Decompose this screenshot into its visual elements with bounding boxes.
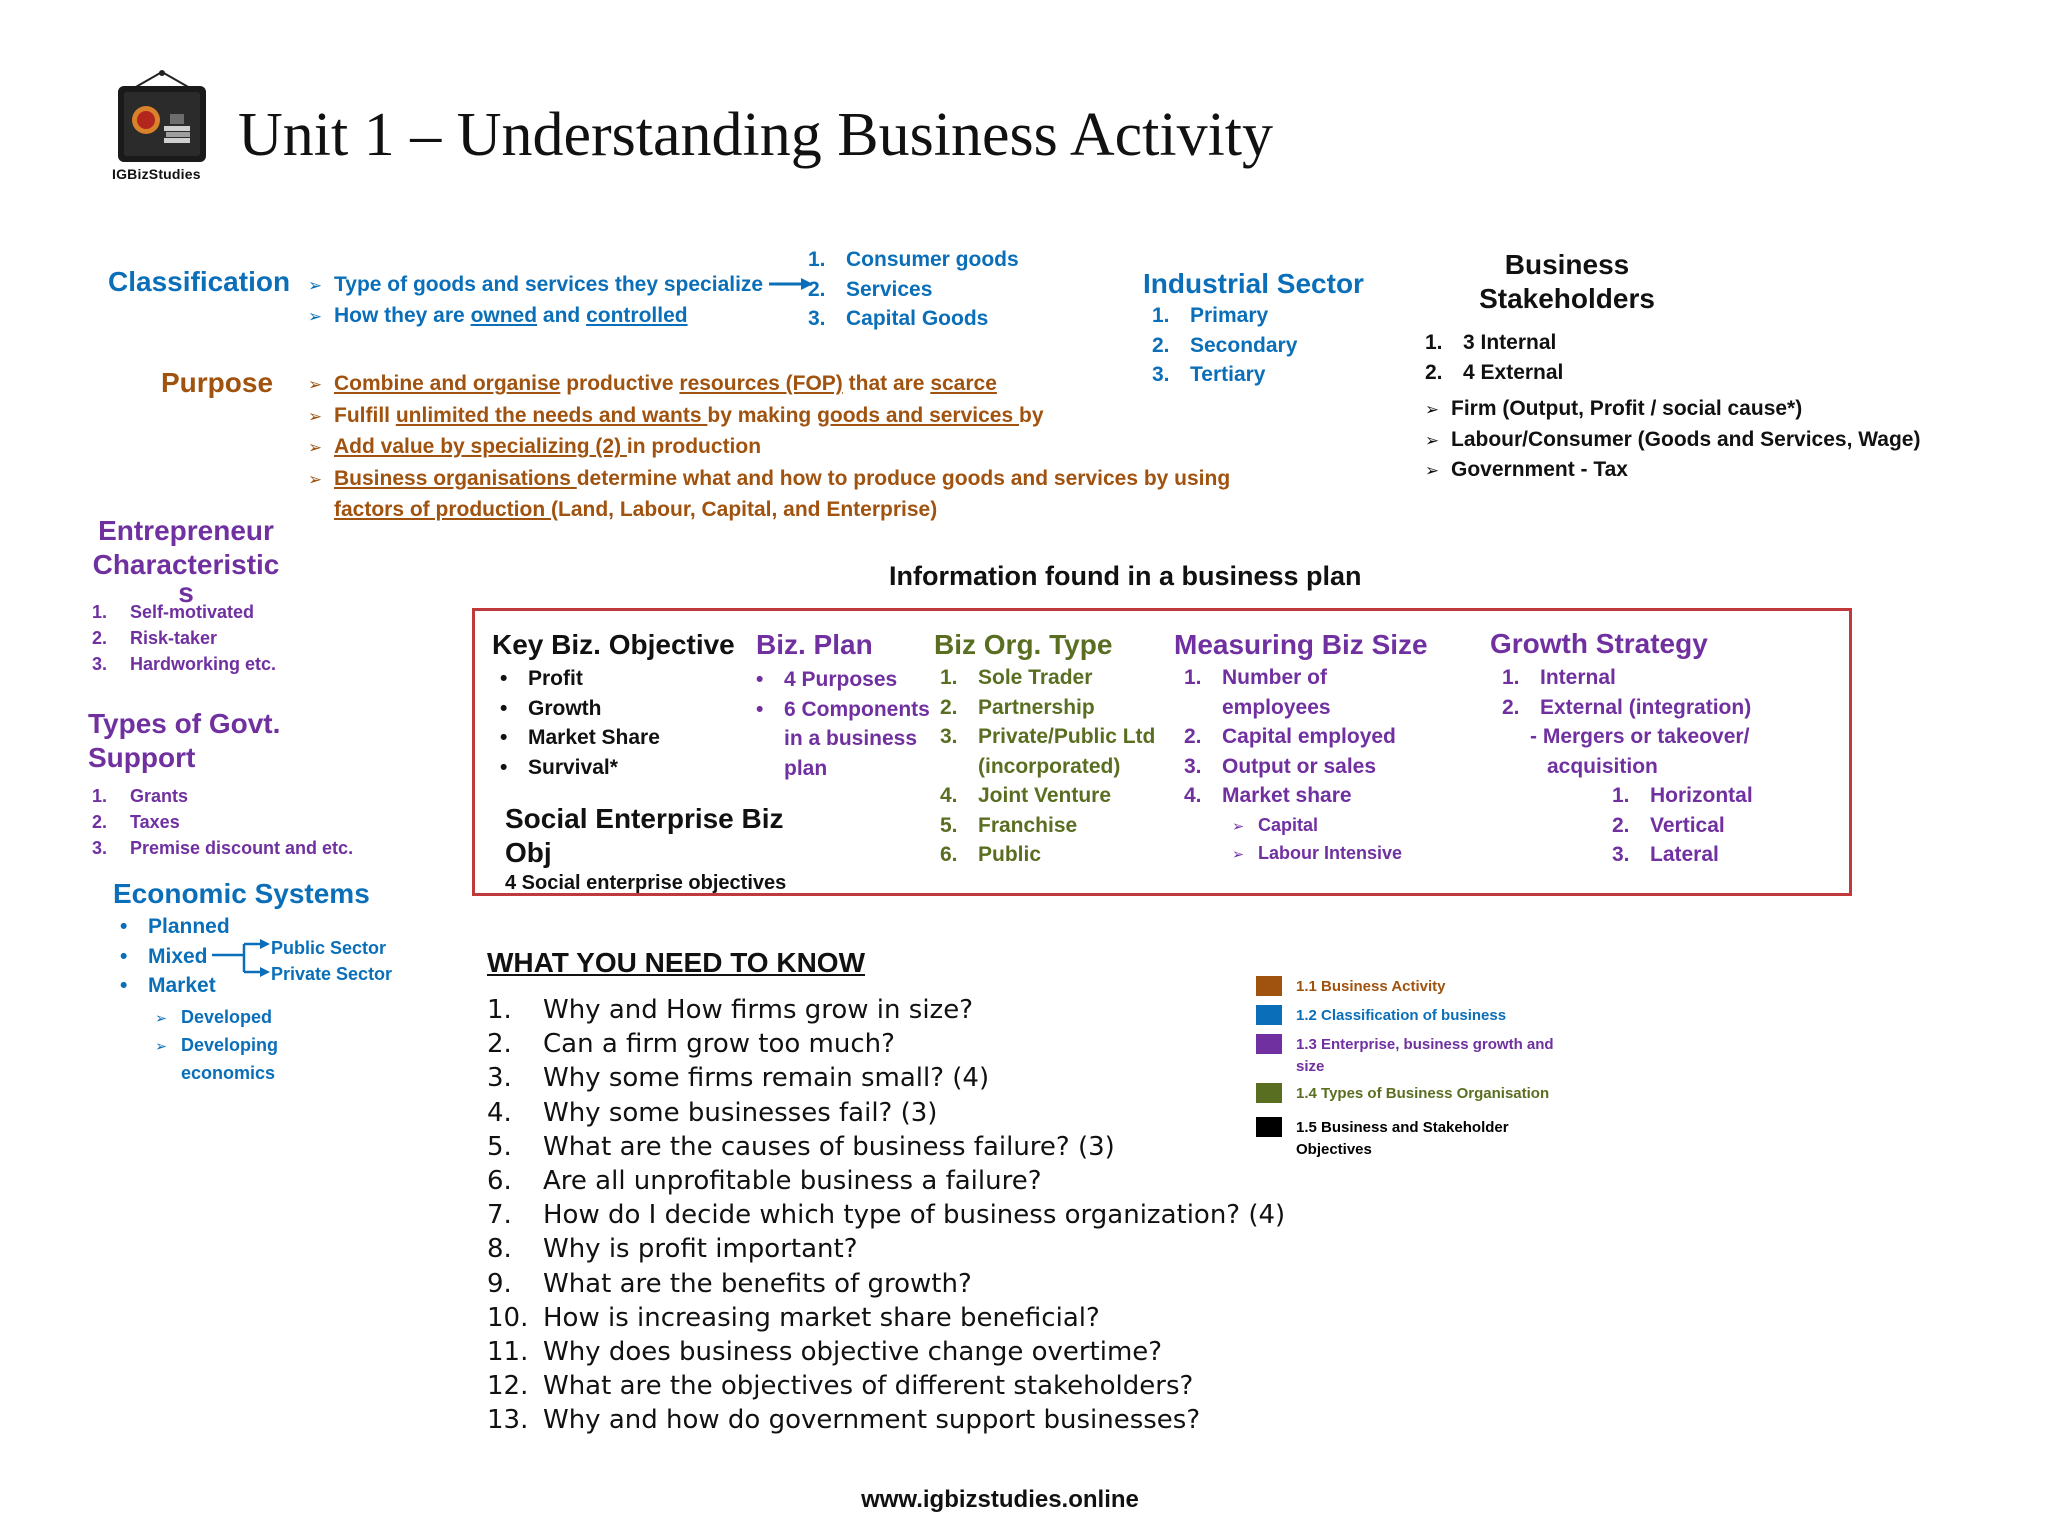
arrowhead-icon: ➢ — [1425, 461, 1440, 480]
page-title: Unit 1 – Understanding Business Activity — [238, 101, 1274, 169]
purpose-item: ➢ Business organisations determine what and how to produce goods and services by using — [308, 464, 1230, 496]
list-item: ➢ Government - Tax — [1425, 455, 1920, 486]
question-item: 3. Why some firms remain small? (4) — [487, 1063, 990, 1094]
legend-label: 1.5 Business and Stakeholder Objectives — [1296, 1119, 1509, 1158]
key-objective-list — [500, 664, 660, 782]
legend-swatch — [1256, 1034, 1282, 1054]
public-sector-label: Public Sector — [271, 938, 387, 958]
list-item: • Survival* — [500, 755, 618, 779]
legend-swatch — [1256, 1005, 1282, 1025]
mixed-branch-arrows-icon — [212, 938, 272, 982]
question-item: 5. What are the causes of business failure? (3) — [487, 1131, 1115, 1162]
list-item: 1. Internal — [1502, 666, 1616, 689]
list-item: 1. Sole Trader — [940, 666, 1093, 689]
biz-plan-heading: Biz. Plan — [756, 629, 873, 660]
legend-label: 1.1 Business Activity — [1296, 978, 1446, 995]
list-item: ➢ Capital — [1232, 812, 1402, 840]
list-item: economics — [181, 1063, 276, 1083]
growth-list — [1502, 663, 1751, 781]
question-item: 13. Why and how do government support businesses? — [487, 1405, 1201, 1436]
purpose-list — [308, 369, 1230, 526]
list-item: • Planned — [120, 915, 230, 938]
org-type-heading: Biz Org. Type — [934, 629, 1113, 660]
question-item: 6. Are all unprofitable business a failure? — [487, 1166, 1042, 1197]
list-item: 2. 4 External — [1425, 360, 1564, 384]
list-item: 1. Primary — [1152, 304, 1269, 327]
arrowhead-icon: ➢ — [155, 1011, 168, 1027]
key-objective-heading: Key Biz. Objective — [492, 629, 735, 660]
list-item: • Growth — [500, 696, 602, 720]
list-item: (incorporated) — [978, 754, 1121, 778]
measuring-sub — [1232, 812, 1402, 868]
legend-item — [1256, 1034, 1596, 1078]
list-item: 1. 3 Internal — [1425, 331, 1557, 354]
purpose-item: ➢ Combine and organise productive resources (FOP) that are scarce — [308, 369, 1230, 401]
org-type-list — [940, 663, 1155, 870]
classification-heading: Classification — [108, 266, 291, 297]
list-item: acquisition — [1547, 754, 1658, 778]
arrow-right-icon — [769, 277, 813, 291]
question-item: 9. What are the benefits of growth? — [487, 1268, 972, 1299]
need-to-know-heading: WHAT YOU NEED TO KNOW — [487, 947, 865, 978]
stakeholders-list — [1425, 328, 1920, 486]
question-item: 11. Why does business objective change overtime? — [487, 1337, 1163, 1368]
question-item: 10. How is increasing market share beneficial? — [487, 1302, 1100, 1333]
mixed-branches — [271, 935, 392, 987]
logo — [108, 70, 218, 185]
logo-board-icon — [114, 70, 210, 170]
list-item: • 6 Components — [756, 697, 930, 721]
industrial-sector-heading: Industrial Sector — [1143, 268, 1364, 299]
list-item: 3. Lateral — [1612, 843, 1719, 866]
legend-label: 1.4 Types of Business Organisation — [1296, 1085, 1550, 1102]
list-item: • Market Share — [500, 726, 660, 749]
list-item: 2. Vertical — [1612, 813, 1725, 837]
classification-item: ➢ Type of goods and services they specialize — [308, 270, 813, 301]
list-item: 1. Self-motivated — [92, 602, 255, 622]
question-item: 12. What are the objectives of different stakeholders? — [487, 1371, 1194, 1402]
list-item: • 4 Purposes — [756, 668, 898, 691]
list-item: • Mixed — [120, 944, 208, 968]
private-sector-label: Private Sector — [271, 964, 393, 984]
list-item: 3. Hardworking etc. — [92, 654, 277, 674]
purpose-item: ➢ Add value by specializing (2) in production — [308, 432, 1230, 464]
list-item: 1. Horizontal — [1612, 784, 1753, 807]
legend-swatch — [1256, 1083, 1282, 1103]
social-enterprise-text: 4 Social enterprise objectives — [505, 872, 787, 894]
purpose-item: factors of production (Land, Labour, Capital, and Enterprise) — [334, 498, 938, 521]
govt-support-list — [92, 783, 353, 861]
goods-types-list — [808, 245, 1019, 334]
arrowhead-icon: ➢ — [1232, 819, 1245, 835]
question-item: 2. Can a firm grow too much? — [487, 1029, 895, 1060]
arrowhead-icon: ➢ — [1232, 847, 1245, 863]
legend-item — [1256, 1083, 1596, 1105]
legend-label: 1.3 Enterprise, business growth and size — [1296, 1036, 1554, 1075]
list-item: 2. Secondary — [1152, 333, 1298, 357]
list-item: employees — [1222, 695, 1331, 719]
growth-heading: Growth Strategy — [1490, 628, 1708, 659]
social-enterprise-heading: Social Enterprise Biz Obj — [505, 803, 784, 868]
legend-item — [1256, 976, 1596, 998]
business-plan-title: Information found in a business plan — [889, 561, 1362, 591]
list-item: 3. Output or sales — [1184, 754, 1377, 778]
purpose-heading: Purpose — [161, 367, 274, 398]
list-item: ➢ Developed — [155, 1004, 278, 1032]
list-item: 1. Consumer goods — [808, 248, 1019, 271]
list-item: ➢ Labour Intensive — [1232, 840, 1402, 868]
legend-item — [1256, 1005, 1596, 1027]
list-item: 3. Tertiary — [1152, 363, 1266, 386]
list-item: 2. Services — [808, 277, 933, 301]
arrowhead-icon: ➢ — [308, 406, 323, 426]
list-item: • Profit — [500, 667, 583, 690]
measuring-heading: Measuring Biz Size — [1174, 629, 1428, 660]
list-item: 2. Partnership — [940, 695, 1095, 719]
list-item: 2. Capital employed — [1184, 725, 1396, 748]
list-item: 1. Grants — [92, 786, 189, 806]
footer-url[interactable]: www.igbizstudies.online — [861, 1486, 1139, 1513]
arrowhead-icon: ➢ — [308, 276, 323, 295]
arrowhead-icon: ➢ — [308, 438, 323, 457]
question-item: 7. How do I decide which type of business organization? (4) — [487, 1200, 1286, 1231]
govt-support-heading: Types of Govt. Support — [88, 708, 281, 773]
questions-list — [487, 993, 1285, 1438]
question-item: 4. Why some businesses fail? (3) — [487, 1097, 938, 1128]
list-item: 2. Taxes — [92, 812, 180, 832]
purpose-item: ➢ Fulfill unlimited the needs and wants by making goods and services by — [308, 401, 1230, 433]
biz-plan-list — [756, 665, 930, 783]
legend-label: 1.2 Classification of business — [1296, 1007, 1507, 1024]
list-item: 3. Capital Goods — [808, 307, 989, 330]
list-item: ➢ Firm (Output, Profit / social cause*) — [1425, 394, 1920, 425]
list-item: 5. Franchise — [940, 813, 1078, 837]
arrowhead-icon: ➢ — [1425, 400, 1440, 419]
legend-item — [1256, 1117, 1596, 1161]
legend — [1256, 976, 1596, 1161]
arrowhead-icon: ➢ — [308, 307, 323, 326]
entrepreneur-heading: Entrepreneur Characteristic s — [92, 515, 280, 608]
legend-swatch — [1256, 1117, 1282, 1137]
list-item: 4. Joint Venture — [940, 784, 1112, 807]
list-item: 3. Premise discount and etc. — [92, 838, 354, 858]
classification-item: ➢ How they are owned and controlled — [308, 301, 813, 332]
list-item: • Market — [120, 974, 216, 997]
list-item: 3. Private/Public Ltd — [940, 725, 1156, 748]
list-item: 1. Number of — [1184, 666, 1327, 689]
economic-systems-sub — [155, 1004, 278, 1086]
classification-list — [308, 270, 813, 332]
list-item: 2. Risk-taker — [92, 628, 218, 648]
list-item: 4. Market share — [1184, 784, 1352, 807]
question-item: 1. Why and How firms grow in size? — [487, 995, 973, 1025]
list-item: 6. Public — [940, 843, 1042, 866]
question-item: 8. Why is profit important? — [487, 1234, 858, 1265]
logo-text: IGBizStudies — [112, 166, 201, 182]
arrowhead-icon: ➢ — [155, 1039, 168, 1055]
legend-swatch — [1256, 976, 1282, 996]
arrowhead-icon: ➢ — [308, 375, 323, 394]
list-item: - Mergers or takeover/ — [1530, 725, 1750, 748]
list-item: in a business — [784, 727, 918, 750]
entrepreneur-list — [92, 599, 276, 677]
arrowhead-icon: ➢ — [308, 469, 323, 489]
measuring-list — [1184, 663, 1396, 811]
stakeholders-heading: Business Stakeholders — [1479, 249, 1655, 314]
list-item: plan — [784, 756, 828, 780]
arrowhead-icon: ➢ — [1425, 430, 1440, 450]
economic-systems-heading: Economic Systems — [113, 878, 370, 909]
list-item: ➢ Labour/Consumer (Goods and Services, Wage) — [1425, 425, 1920, 456]
growth-sub — [1612, 781, 1753, 870]
list-item: ➢ Developing — [155, 1032, 278, 1060]
list-item: 2. External (integration) — [1502, 695, 1752, 719]
